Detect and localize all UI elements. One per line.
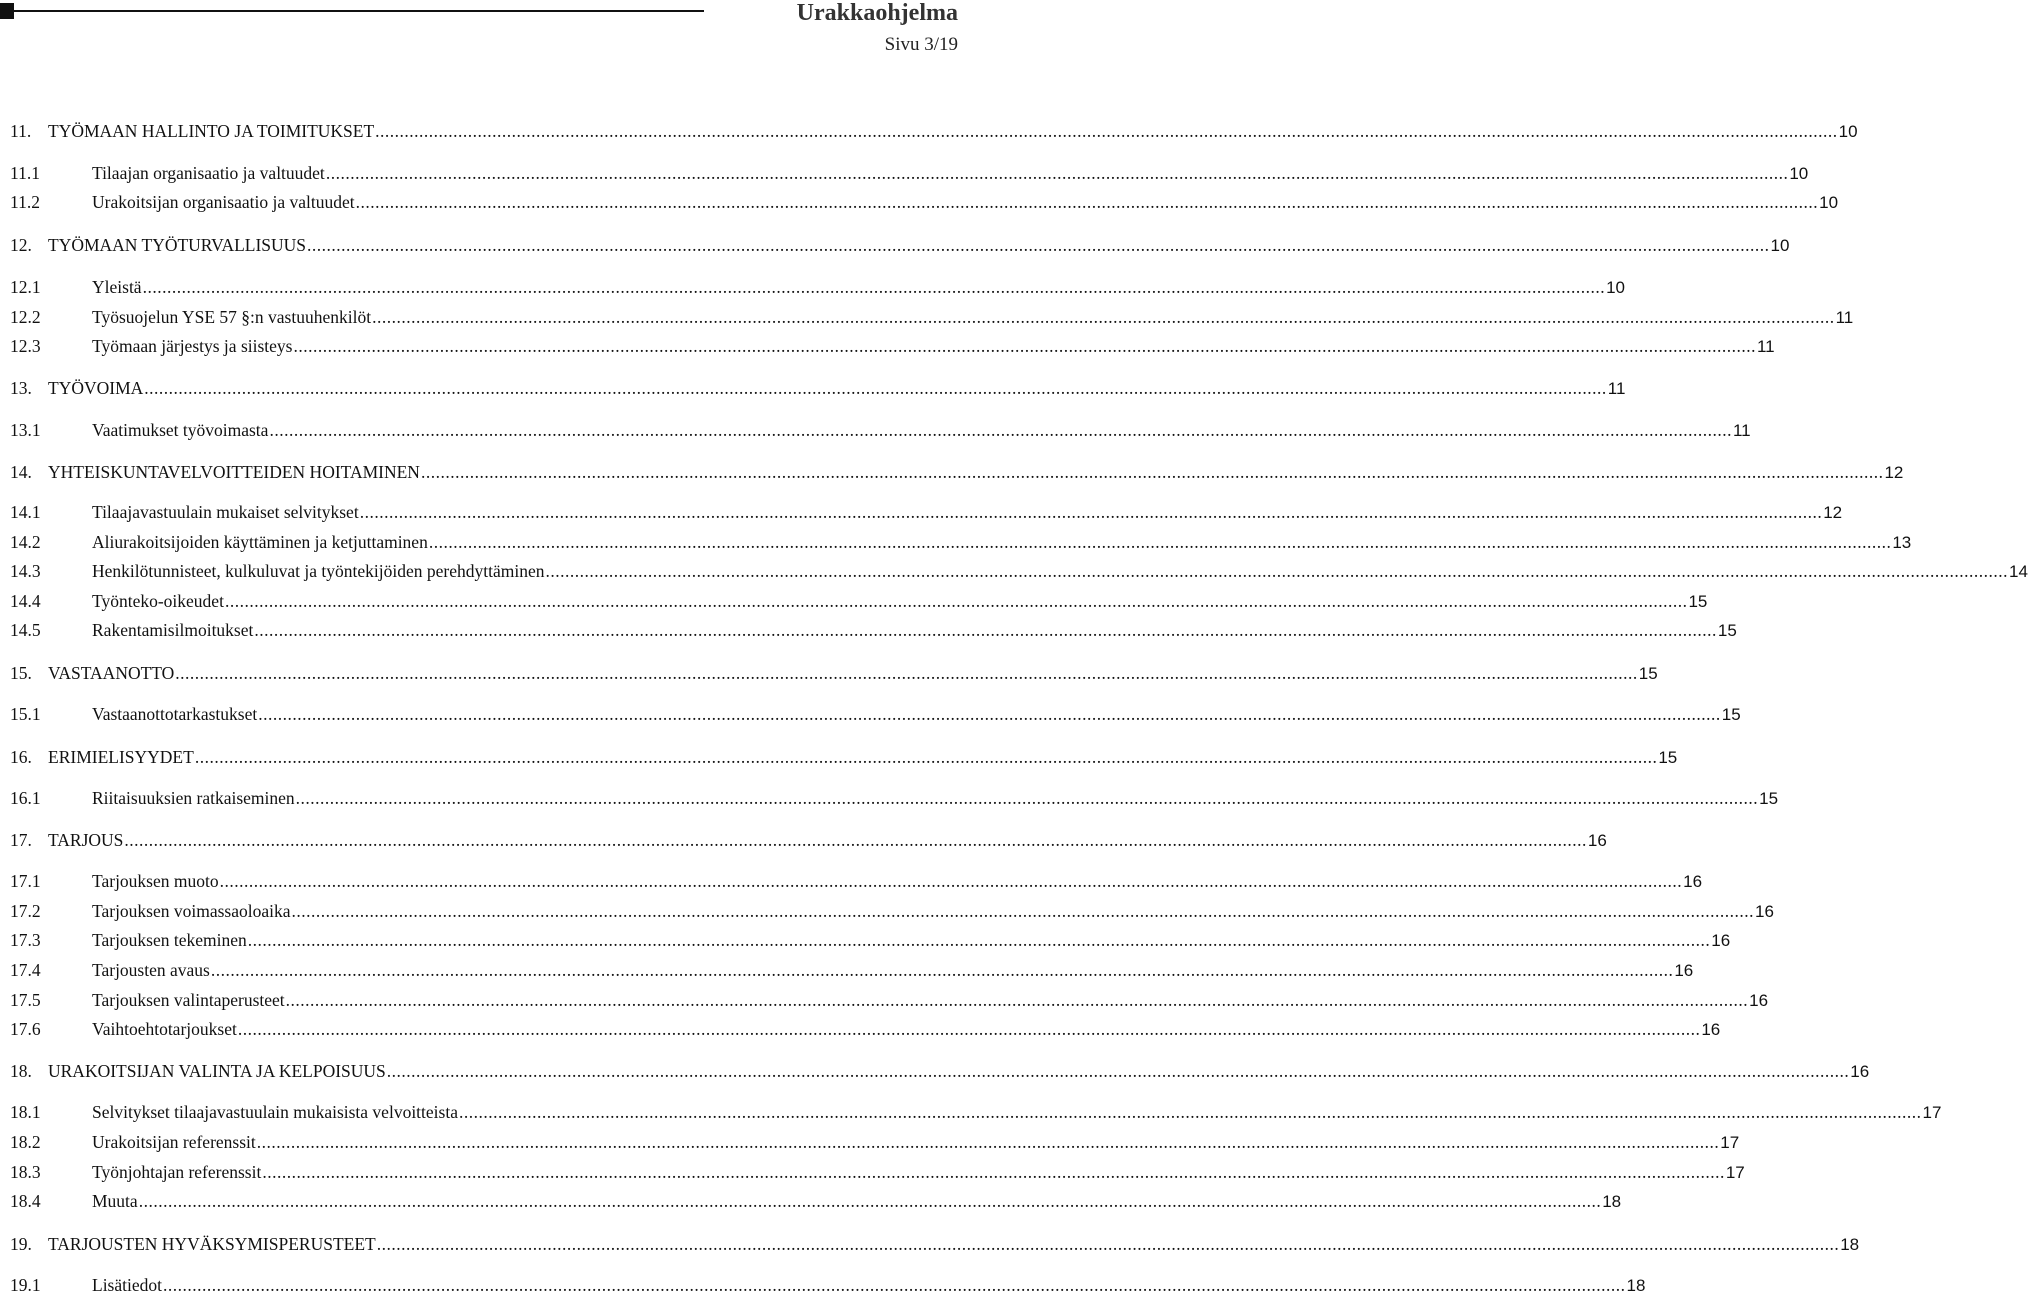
toc-entry-page: 18 [1840,1235,1860,1254]
toc-dot-leader: ............................................................................................................................................................................................................................................................................................................ [138,1191,1602,1211]
toc-entry-title: Urakoitsijan organisaatio ja valtuudet [92,192,355,212]
toc-entry-title: Vastaanottotarkastukset [92,704,258,724]
toc-entry-number: 18.4 [10,1191,41,1211]
toc-entry-title: TARJOUSTEN HYVÄKSYMISPERUSTEET [48,1234,376,1254]
toc-entry-title: Tarjousten avaus [92,960,210,980]
toc-entry-number: 18.3 [10,1162,41,1182]
toc-entry[interactable] [10,661,1658,685]
toc-entry-title: Muuta [92,1191,138,1211]
toc-entry-page: 16 [1711,931,1731,950]
toc-entry-page: 15 [1638,664,1658,683]
toc-entry-title: Riitaisuuksien ratkaiseminen [92,788,295,808]
toc-entry-page: 11 [1607,379,1626,398]
toc-entry[interactable] [10,119,1858,143]
toc-entry-page: 10 [1819,193,1839,212]
toc-entry-number: 12.2 [10,307,41,327]
toc-entry[interactable] [10,190,1839,214]
toc-entry-title: VASTAANOTTO [48,663,175,683]
toc-entry[interactable] [10,1017,1721,1041]
toc-entry[interactable] [10,928,1731,952]
toc-entry[interactable] [10,1160,1745,1184]
toc-dot-leader: ............................................................................................................................................................................................................................................................................................................ [291,901,1755,921]
toc-entry[interactable] [10,500,1843,524]
toc-entry-title: Tarjouksen tekeminen [92,930,247,950]
toc-dot-leader: ............................................................................................................................................................................................................................................................................................................ [545,561,2008,581]
toc-entry-title: Vaatimukset työvoimasta [92,420,269,440]
toc-entry-title: Työnjohtajan referenssit [92,1162,262,1182]
toc-entry-number: 19. [10,1234,32,1254]
toc-entry-number: 11. [10,121,32,141]
toc-entry-page: 11 [1732,421,1751,440]
toc-entry-title: Tarjouksen valintaperusteet [92,990,285,1010]
toc-entry-number: 16.1 [10,788,41,808]
toc-entry[interactable] [10,334,1775,358]
toc-entry-title: Henkilötunnisteet, kulkuluvat ja työntekijöiden perehdyttäminen [92,561,545,581]
toc-entry-page: 11 [1835,308,1854,327]
toc-entry-number: 13.1 [10,420,41,440]
toc-entry-page: 10 [1770,236,1790,255]
toc-dot-leader: ............................................................................................................................................................................................................................................................................................................ [420,462,1884,482]
toc-entry-page: 17 [1922,1103,1942,1122]
toc-entry-title: Aliurakoitsijoiden käyttäminen ja ketjuttaminen [92,532,428,552]
toc-dot-leader: ............................................................................................................................................................................................................................................................................................................ [258,704,1721,724]
toc-entry-page: 17 [1725,1163,1745,1182]
toc-entry-title: Urakoitsijan referenssit [92,1132,256,1152]
toc-dot-leader: ............................................................................................................................................................................................................................................................................................................ [142,277,1606,297]
toc-entry-title: Tarjouksen muoto [92,871,219,891]
toc-entry-page: 16 [1674,961,1694,980]
toc-entry-number: 14.1 [10,502,41,522]
toc-dot-leader: ............................................................................................................................................................................................................................................................................................................ [162,1275,1626,1295]
toc-entry-page: 16 [1749,991,1769,1010]
toc-entry-number: 17.5 [10,990,41,1010]
toc-dot-leader: ............................................................................................................................................................................................................................................................................................................ [175,663,1638,683]
toc-entry-number: 14.2 [10,532,41,552]
toc-entry[interactable] [10,1189,1622,1213]
toc-entry[interactable] [10,828,1607,852]
toc-dot-leader: ............................................................................................................................................................................................................................................................................................................ [458,1102,1922,1122]
toc-entry-page: 16 [1701,1020,1721,1039]
toc-entry[interactable] [10,530,1912,554]
toc-dot-leader: ............................................................................................................................................................................................................................................................................................................ [293,336,1756,356]
toc-entry-page: 10 [1606,278,1625,297]
toc-entry-page: 15 [1721,705,1741,724]
toc-dot-leader: ............................................................................................................................................................................................................................................................................................................ [269,420,1732,440]
toc-entry-title: Työnteko-oikeudet [92,591,224,611]
toc-dot-leader: ............................................................................................................................................................................................................................................................................................................ [386,1061,1850,1081]
toc-entry-number: 17.2 [10,901,41,921]
page-number: Sivu 3/19 [884,34,958,55]
toc-entry[interactable] [10,305,1854,329]
toc-dot-leader: ............................................................................................................................................................................................................................................................................................................ [428,532,1892,552]
toc-entry[interactable] [10,988,1769,1012]
toc-entry-number: 17.3 [10,930,41,950]
toc-entry-page: 13 [1892,533,1912,552]
toc-entry-title: TYÖVOIMA [48,378,144,398]
toc-dot-leader: ............................................................................................................................................................................................................................................................................................................ [144,378,1607,398]
toc-entry[interactable] [10,275,1625,299]
toc-entry-number: 17.1 [10,871,41,891]
toc-entry-title: Selvitykset tilaajavastuulain mukaisista velvoitteista [92,1102,458,1122]
toc-entry-page: 12 [1884,463,1904,482]
toc-dot-leader: ............................................................................................................................................................................................................................................................................................................ [376,1234,1840,1254]
toc-entry-title: Työsuojelun YSE 57 §:n vastuuhenkilöt [92,307,372,327]
toc-dot-leader: ............................................................................................................................................................................................................................................................................................................ [237,1019,1701,1039]
toc-entry-number: 19.1 [10,1275,41,1295]
toc-entry-number: 12. [10,235,32,255]
toc-entry-title: Rakentamisilmoitukset [92,620,254,640]
toc-entry-number: 16. [10,747,32,767]
toc-dot-leader: ............................................................................................................................................................................................................................................................................................................ [375,121,1838,141]
toc-entry[interactable] [10,1100,1942,1124]
toc-entry[interactable] [10,899,1774,923]
toc-dot-leader: ............................................................................................................................................................................................................................................................................................................ [325,163,1789,183]
toc-dot-leader: ............................................................................................................................................................................................................................................................................................................ [372,307,1835,327]
toc-entry-number: 11.1 [10,163,40,183]
toc-entry[interactable] [10,618,1737,642]
toc-entry-page: 10 [1838,122,1858,141]
toc-entry-number: 14.5 [10,620,41,640]
toc-entry-title: Lisätiedot [92,1275,162,1295]
toc-entry-number: 12.3 [10,336,41,356]
toc-entry-number: 14.3 [10,561,41,581]
toc-dot-leader: ............................................................................................................................................................................................................................................................................................................ [124,830,1587,850]
toc-entry-number: 11.2 [10,192,40,212]
toc-entry-number: 17.4 [10,960,41,980]
toc-entry-page: 15 [1658,748,1678,767]
toc-entry-number: 14. [10,462,32,482]
toc-entry[interactable] [10,1059,1870,1083]
toc-entry-page: 16 [1850,1062,1870,1081]
toc-entry-number: 12.1 [10,277,41,297]
toc-entry-page: 17 [1720,1133,1740,1152]
toc-entry-number: 15.1 [10,704,41,724]
header-rule [14,10,704,12]
toc-entry-number: 18. [10,1061,32,1081]
toc-entry-title: Tarjouksen voimassaoloaika [92,901,291,921]
toc-entry-page: 18 [1602,1192,1622,1211]
toc-entry[interactable] [10,1273,1646,1297]
toc-entry[interactable] [10,376,1626,400]
toc-dot-leader: ............................................................................................................................................................................................................................................................................................................ [247,930,1711,950]
toc-dot-leader: ............................................................................................................................................................................................................................................................................................................ [194,747,1658,767]
header-square-mark [0,3,14,19]
toc-entry[interactable] [10,1232,1860,1256]
toc-entry-page: 18 [1626,1276,1646,1295]
toc-dot-leader: ............................................................................................................................................................................................................................................................................................................ [224,591,1688,611]
toc-entry-title: Vaihtoehtotarjoukset [92,1019,237,1039]
toc-entry[interactable] [10,559,2028,583]
toc-entry[interactable] [10,161,1809,185]
toc-dot-leader: ............................................................................................................................................................................................................................................................................................................ [256,1132,1720,1152]
toc-entry-page: 15 [1759,789,1779,808]
toc-dot-leader: ............................................................................................................................................................................................................................................................................................................ [307,235,1770,255]
toc-entry-page: 16 [1587,831,1607,850]
toc-dot-leader: ............................................................................................................................................................................................................................................................................................................ [355,192,1819,212]
toc-dot-leader: ............................................................................................................................................................................................................................................................................................................ [359,502,1823,522]
toc-entry-title: Yleistä [92,277,142,297]
document-title: Urakkaohjelma [796,0,958,26]
toc-entry[interactable] [10,418,1751,442]
toc-entry-title: TYÖMAAN HALLINTO JA TOIMITUKSET [48,121,375,141]
toc-entry-page: 10 [1789,164,1809,183]
toc-entry-number: 17. [10,830,32,850]
toc-entry-page: 15 [1688,592,1708,611]
toc-dot-leader: ............................................................................................................................................................................................................................................................................................................ [254,620,1717,640]
toc-entry-page: 12 [1823,503,1843,522]
toc-entry-number: 17.6 [10,1019,41,1039]
toc-entry-title: Työmaan järjestys ja siisteys [92,336,293,356]
toc-entry[interactable] [10,460,1904,484]
toc-entry-page: 14 [2008,562,2028,581]
toc-entry-page: 15 [1717,621,1737,640]
toc-entry-title: TYÖMAAN TYÖTURVALLISUUS [48,235,307,255]
toc-entry-title: Tilaajavastuulain mukaiset selvitykset [92,502,359,522]
toc-entry-title: Tilaajan organisaatio ja valtuudet [92,163,325,183]
toc-entry-title: ERIMIELISYYDET [48,747,194,767]
toc-entry[interactable] [10,958,1694,982]
toc-entry[interactable] [10,786,1779,810]
toc-entry-title: TARJOUS [48,830,124,850]
toc-dot-leader: ............................................................................................................................................................................................................................................................................................................ [295,788,1759,808]
toc-entry-title: URAKOITSIJAN VALINTA JA KELPOISUUS [48,1061,386,1081]
toc-dot-leader: ............................................................................................................................................................................................................................................................................................................ [262,1162,1725,1182]
toc-entry-number: 15. [10,663,32,683]
toc-entry-number: 13. [10,378,32,398]
toc-entry[interactable] [10,233,1790,257]
toc-entry[interactable] [10,1130,1740,1154]
toc-entry[interactable] [10,869,1703,893]
toc-entry-title: YHTEISKUNTAVELVOITTEIDEN HOITAMINEN [48,462,420,482]
toc-entry-page: 16 [1683,872,1703,891]
toc-dot-leader: ............................................................................................................................................................................................................................................................................................................ [285,990,1749,1010]
toc-entry-page: 11 [1756,337,1775,356]
toc-entry-number: 14.4 [10,591,41,611]
toc-entry[interactable] [10,745,1678,769]
toc-entry-page: 16 [1755,902,1774,921]
toc-entry[interactable] [10,702,1741,726]
toc-dot-leader: ............................................................................................................................................................................................................................................................................................................ [210,960,1674,980]
toc-entry-number: 18.2 [10,1132,41,1152]
toc-entry-number: 18.1 [10,1102,41,1122]
toc-dot-leader: ............................................................................................................................................................................................................................................................................................................ [219,871,1683,891]
toc-entry[interactable] [10,589,1708,613]
